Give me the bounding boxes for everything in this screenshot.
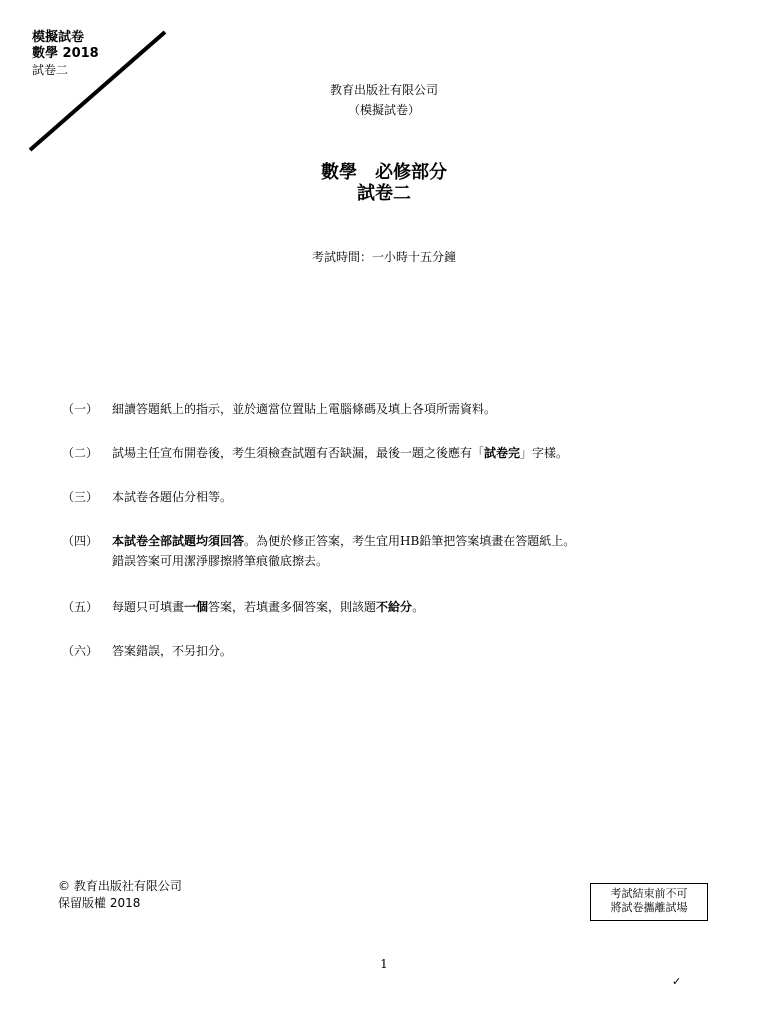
exam-notice-box	[590, 883, 708, 921]
instruction-item	[62, 597, 702, 617]
instruction-number: （三）	[62, 490, 99, 504]
instruction-text: 細讀答題紙上的指示，並於適當位置貼上電腦條碼及填上各項所需資料。	[112, 402, 497, 416]
corner-line-3: 試卷二	[32, 63, 69, 77]
instruction-number: （二）	[62, 446, 99, 460]
instruction-item	[62, 399, 702, 419]
instruction-number: （一）	[62, 402, 99, 416]
instruction-text: 答案錯誤，不另扣分。	[112, 644, 233, 658]
instruction-text: 本試卷全部試題均須回答。為便於修正答案，考生宜用HB鉛筆把答案填畫在答題紙上。 錯誤答案可用潔淨膠擦將筆痕徹底擦去。	[112, 534, 576, 568]
instruction-item	[62, 531, 702, 571]
instruction-number: （六）	[62, 644, 99, 658]
copyright-notice	[58, 878, 182, 912]
notice-line-2: 將試卷攜離試場	[610, 901, 688, 914]
instruction-text: 試場主任宣布開卷後，考生須檢查試題有否缺漏，最後一題之後應有「試卷完」字樣。	[112, 446, 569, 460]
title-part: 必修部分	[375, 162, 447, 183]
instruction-text: 本試卷各題佔分相等。	[112, 490, 233, 504]
corner-line-2: 數學 2018	[32, 46, 99, 61]
instruction-item	[62, 443, 702, 463]
notice-line-1: 考試結束前不可	[610, 887, 688, 900]
publisher-header	[0, 80, 768, 120]
copyright-line-1: © 教育出版社有限公司	[58, 879, 182, 893]
instruction-text: 每題只可填畫一個答案，若填畫多個答案，則該題不給分。	[112, 600, 425, 614]
exam-time: 考試時間：一小時十五分鐘	[311, 250, 456, 264]
instruction-number: （四）	[62, 534, 99, 548]
corner-label	[32, 30, 99, 78]
publisher-subtitle: （模擬試卷）	[347, 103, 420, 117]
publisher-name: 教育出版社有限公司	[329, 83, 438, 97]
page-title	[0, 162, 768, 204]
check-mark-icon: ✓	[672, 975, 682, 988]
instruction-item	[62, 487, 702, 507]
page-number: 1	[380, 957, 388, 971]
title-subject: 數學	[321, 162, 357, 183]
copyright-line-2: 保留版權 2018	[58, 896, 141, 910]
title-paper: 試卷二	[357, 183, 411, 204]
instruction-number: （五）	[62, 600, 99, 614]
corner-line-1: 模擬試卷	[32, 30, 85, 45]
instruction-item	[62, 641, 702, 661]
